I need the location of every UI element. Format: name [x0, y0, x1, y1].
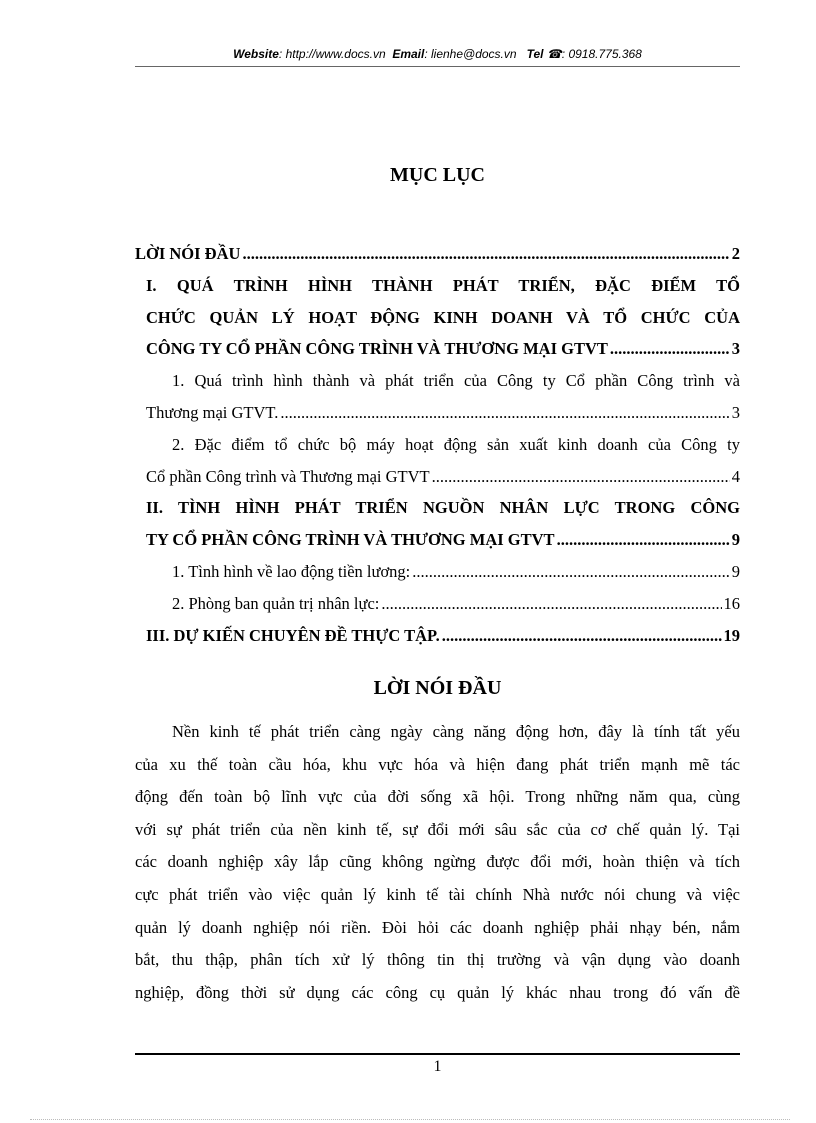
toc-entry-section-3[interactable]	[135, 620, 740, 652]
paragraph-line: bắt, thu thập, phân tích xử lý thông tin thị trường và vận dụng vào doanh	[135, 950, 740, 970]
toc-entry-page: 2	[731, 244, 740, 263]
email-value[interactable]: : lienhe@docs.vn	[424, 47, 517, 61]
toc-entry-page: 16	[723, 593, 740, 613]
toc-entry-line: II. TÌNH HÌNH PHÁT TRIỂN NGUỒN NHÂN LỰC TRONG CÔNG	[146, 498, 740, 518]
toc-entry-text: LỜI NÓI ĐẦU	[135, 244, 241, 263]
toc-entry-text: 1. Tình hình về lao động tiền lương:	[172, 561, 411, 581]
website-label: Website	[233, 47, 279, 61]
toc-entry-page: 9	[731, 530, 740, 550]
toc-entry-line: CHỨC QUẢN LÝ HOẠT ĐỘNG KINH DOANH VÀ TỔ CHỨC CỦA	[146, 307, 740, 327]
toc-entry-text: Cổ phần Công trình và Thương mại GTVT	[146, 466, 430, 486]
body-paragraph	[135, 716, 740, 1009]
toc-title: MỤC LỤC	[390, 164, 485, 186]
toc-entry-line: 1. Quá trình hình thành và phát triển của Công ty Cổ phần Công trình và	[172, 371, 740, 391]
toc-entry-section-1-1[interactable]	[135, 365, 740, 429]
toc-entry-page: 3	[731, 402, 740, 422]
tel-value: : 0918.775.368	[561, 47, 642, 61]
toc-entry-section-2-2[interactable]	[135, 588, 740, 620]
toc-entry-page: 9	[731, 561, 740, 581]
toc-entry-section-2[interactable]	[135, 492, 740, 556]
paragraph-line: các doanh nghiệp xây lắp cũng không ngừng được đổi mới, hoàn thiện và tích	[135, 852, 740, 872]
toc-entry-section-1-2[interactable]	[135, 429, 740, 493]
paragraph-line: Nền kinh tế phát triển càng ngày càng năng động hơn, đây là tính tất yếu	[172, 722, 740, 741]
paragraph-line: với sự phát triển của nền kinh tế, sự đổi mới sâu sắc của cơ chế quản lý. Tại	[135, 819, 740, 839]
toc-entry-page: 19	[723, 625, 740, 645]
email-label: Email	[392, 47, 425, 61]
paragraph-line: quản lý doanh nghiệp nói riền. Đòi hỏi các doanh nghiệp phải nhạy bén, nắm	[135, 917, 740, 937]
toc-entry-section-2-1[interactable]	[135, 556, 740, 588]
header-divider	[135, 66, 740, 67]
toc-entry-page: 4	[731, 466, 740, 486]
toc-entry-line: 2. Đặc điểm tổ chức bộ máy hoạt động sản xuất kinh doanh của Công ty	[172, 434, 740, 454]
toc-entry-section-1[interactable]	[135, 270, 740, 365]
paragraph-line: động đến toàn bộ lĩnh vực của đời sống xã hội. Trong những năm qua, cùng	[135, 787, 740, 807]
toc-entry-loi-noi-dau[interactable]	[135, 238, 740, 270]
phone-icon: ☎	[546, 47, 562, 61]
website-value[interactable]: : http://www.docs.vn	[278, 47, 386, 61]
toc-entry-text: 2. Phòng ban quản trị nhân lực:	[172, 593, 380, 613]
table-of-contents	[135, 238, 740, 651]
toc-entry-text: Thương mại GTVT.	[146, 402, 279, 422]
paragraph-line: của xu thế toàn cầu hóa, khu vực hóa và hiện đang phát triển mạnh mẽ tác	[135, 754, 740, 774]
tel-label: Tel	[526, 47, 544, 61]
section-title: LỜI NÓI ĐẦU	[373, 677, 502, 699]
page-edge-divider	[30, 1119, 790, 1120]
toc-entry-text: TY CỔ PHẦN CÔNG TRÌNH VÀ THƯƠNG MẠI GTVT	[146, 530, 555, 550]
footer-divider	[135, 1053, 740, 1055]
toc-entry-text: III. DỰ KIẾN CHUYÊN ĐỀ THỰC TẬP.	[146, 625, 440, 645]
paragraph-line: nghiệp, đồng thời sử dụng các công cụ quản lý khác nhau trong đó vấn đề	[135, 982, 740, 1002]
toc-entry-line: I. QUÁ TRÌNH HÌNH THÀNH PHÁT TRIỂN, ĐẶC ĐIỂM TỔ	[146, 275, 740, 295]
page-number: 1	[433, 1058, 442, 1075]
toc-entry-page: 3	[731, 339, 740, 359]
page-header	[135, 47, 740, 61]
toc-entry-text: CÔNG TY CỔ PHẦN CÔNG TRÌNH VÀ THƯƠNG MẠI GTVT	[146, 339, 608, 359]
paragraph-line: cực phát triển vào việc quản lý kinh tế tài chính Nhà nước nói chung và việc	[135, 884, 740, 904]
